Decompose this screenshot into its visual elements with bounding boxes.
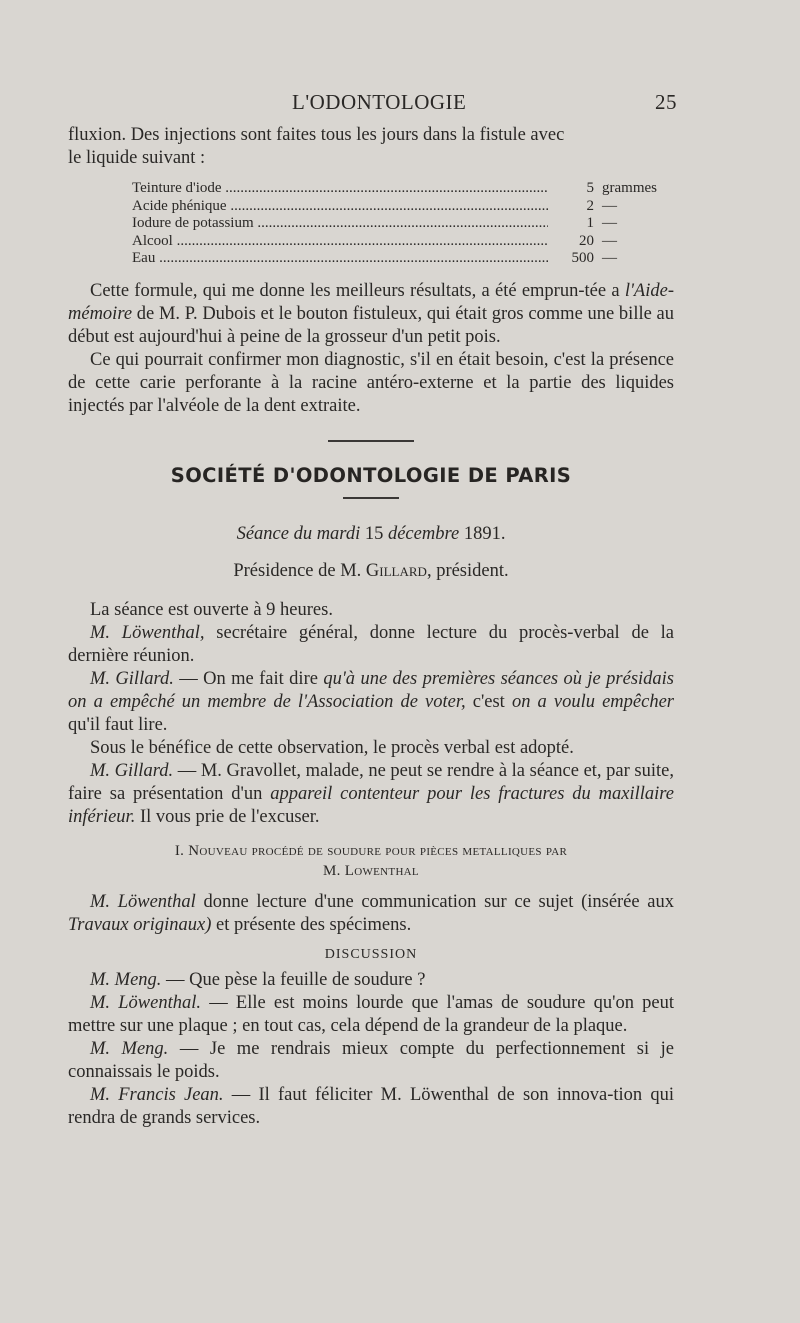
president-name: Gillard: [365, 560, 427, 581]
speaker-name: M. Löwenthal.: [90, 992, 201, 1013]
ingredient-unit: —: [602, 215, 617, 231]
paragraph-minutes: [68, 622, 674, 668]
recipe-list: [132, 180, 674, 268]
seance-year: 1891.: [463, 523, 506, 544]
text-run: Cette formule, qui me donne les meilleurs résultats, a été emprun-tée a: [90, 280, 625, 301]
recipe-row: [132, 233, 677, 251]
seance-month: décembre: [387, 523, 460, 544]
paragraph-question: [68, 969, 674, 992]
text-run: — Il faut féliciter M. Löwenthal de son innova-tion qui rendra de grands services.: [68, 1084, 675, 1128]
speaker-name: M. Gillard.: [90, 668, 174, 689]
quoted-text: qu'à une des premières séances où je présidais on a empêché un membre de l'Association de voter,: [68, 668, 674, 712]
ingredient-name: Teinture d'iode .....: [132, 180, 548, 198]
text-run: de M. P. Dubois et le bouton fistuleux, qui était gros comme une bille au début est aujourd'hui à peine de la grosseur d'un petit pois.: [68, 303, 674, 347]
intro-line-2: le liquide suivant :: [68, 148, 206, 168]
seance-line: [68, 523, 674, 546]
text-run: — Que pèse la feuille de soudure ?: [161, 969, 426, 990]
ingredient-unit: grammes: [602, 180, 657, 196]
journal-title: L'ODONTOLOGIE: [292, 90, 467, 114]
text-run: Présidence de M.: [233, 560, 366, 581]
speaker-name: M. Gillard.: [90, 760, 174, 781]
ingredient-name: Iodure de potassium .....: [132, 215, 548, 233]
ingredient-name: Eau .....: [132, 250, 548, 268]
intro-line-1: fluxion. Des injections sont faites tous les jours dans la fistule avec: [68, 125, 565, 145]
subsection-title-line-2: M. Lowenthal: [323, 862, 419, 879]
paragraph-communication: [68, 891, 674, 937]
speaker-name: M. Meng.: [90, 1038, 169, 1059]
publication-title: Travaux originaux): [68, 914, 212, 935]
ingredient-unit: —: [602, 232, 617, 249]
ingredient-qty: 5: [586, 180, 594, 196]
paragraph-reply: [68, 1038, 674, 1084]
paragraph-formula: [68, 280, 674, 349]
running-header: [0, 90, 800, 120]
text-run: — Elle est moins lourde que l'amas de soudure qu'on peut mettre sur une plaque ; en tout cas, cela dépend de la grandeur de la plaque.: [68, 992, 675, 1036]
intro-paragraph: [68, 124, 674, 170]
subsection-title-line-1: I. Nouveau procédé de soudure pour pièces metalliques par: [174, 842, 568, 859]
recipe-row: [132, 215, 677, 233]
page-number: 25: [655, 90, 677, 114]
seance-day: 15: [364, 523, 384, 544]
text-run: secrétaire général, donne lecture du procès-verbal de la dernière réunion.: [68, 622, 675, 666]
quoted-text: on a voulu empêcher: [511, 691, 674, 712]
section-heading: SOCIÉTÉ D'ODONTOLOGIE DE PARIS: [170, 463, 572, 487]
ingredient-unit: —: [602, 197, 617, 214]
device-title: appareil contenteur pour les fractures du maxillaire inférieur.: [68, 783, 675, 827]
discussion-heading: DISCUSSION: [324, 946, 418, 962]
text-run: c'est: [465, 691, 512, 712]
text-run: qu'il faut lire.: [68, 714, 168, 735]
recipe-row: [132, 180, 677, 198]
paragraph-answer: [68, 992, 674, 1038]
text-run: donne lecture d'une communication sur ce sujet (insérée aux: [195, 891, 674, 912]
ingredient-qty: 1: [586, 215, 594, 231]
subsection-title: [68, 841, 674, 881]
ingredient-name: Acide phénique .....: [132, 198, 548, 216]
text-run: — M. Gravollet, malade, ne peut se rendre à la séance et, par suite, faire sa présentation d'un: [68, 760, 674, 804]
paragraph-adopted: Sous le bénéfice de cette observation, le procès verbal est adopté.: [90, 737, 574, 758]
speaker-name: M. Löwenthal: [90, 891, 196, 912]
paragraph-diagnosis: Ce qui pourrait confirmer mon diagnostic, s'il en était besoin, c'est la présence de cette carie perforante à la racine antéro-externe et la partie des liquides injectés par l'alvéole de la dent extraite.: [68, 349, 674, 416]
text-run: , président.: [426, 560, 509, 581]
text-run: — On me fait dire: [173, 668, 324, 689]
seance-label: Séance du mardi: [236, 523, 361, 544]
paragraph-opening: La séance est ouverte à 9 heures.: [90, 599, 333, 620]
paragraph-excuse: [68, 760, 674, 829]
ingredient-unit: —: [602, 250, 617, 266]
speaker-name: M. Meng.: [90, 969, 162, 990]
paragraph-correction: [68, 668, 674, 737]
text-run: Il vous prie de l'excuser.: [135, 806, 320, 827]
section-divider: [328, 440, 414, 442]
speaker-name: M. Löwenthal,: [90, 622, 205, 643]
heading-divider: [343, 497, 399, 499]
page-body: [68, 124, 674, 1130]
book-title: l'Aide-mémoire: [68, 280, 674, 324]
ingredient-name: Alcool .....: [132, 233, 548, 251]
ingredient-qty: 20: [579, 232, 594, 249]
recipe-row: [132, 250, 677, 268]
presidence-line: [68, 560, 674, 583]
paragraph-congratulation: [68, 1084, 674, 1130]
ingredient-qty: 2: [586, 197, 594, 214]
text-run: — Je me rendrais mieux compte du perfectionnement si je connaissais le poids.: [68, 1038, 674, 1082]
ingredient-qty: 500: [571, 250, 594, 266]
recipe-row: [132, 198, 677, 216]
text-run: et présente des spécimens.: [211, 914, 412, 935]
speaker-name: M. Francis Jean.: [90, 1084, 224, 1105]
